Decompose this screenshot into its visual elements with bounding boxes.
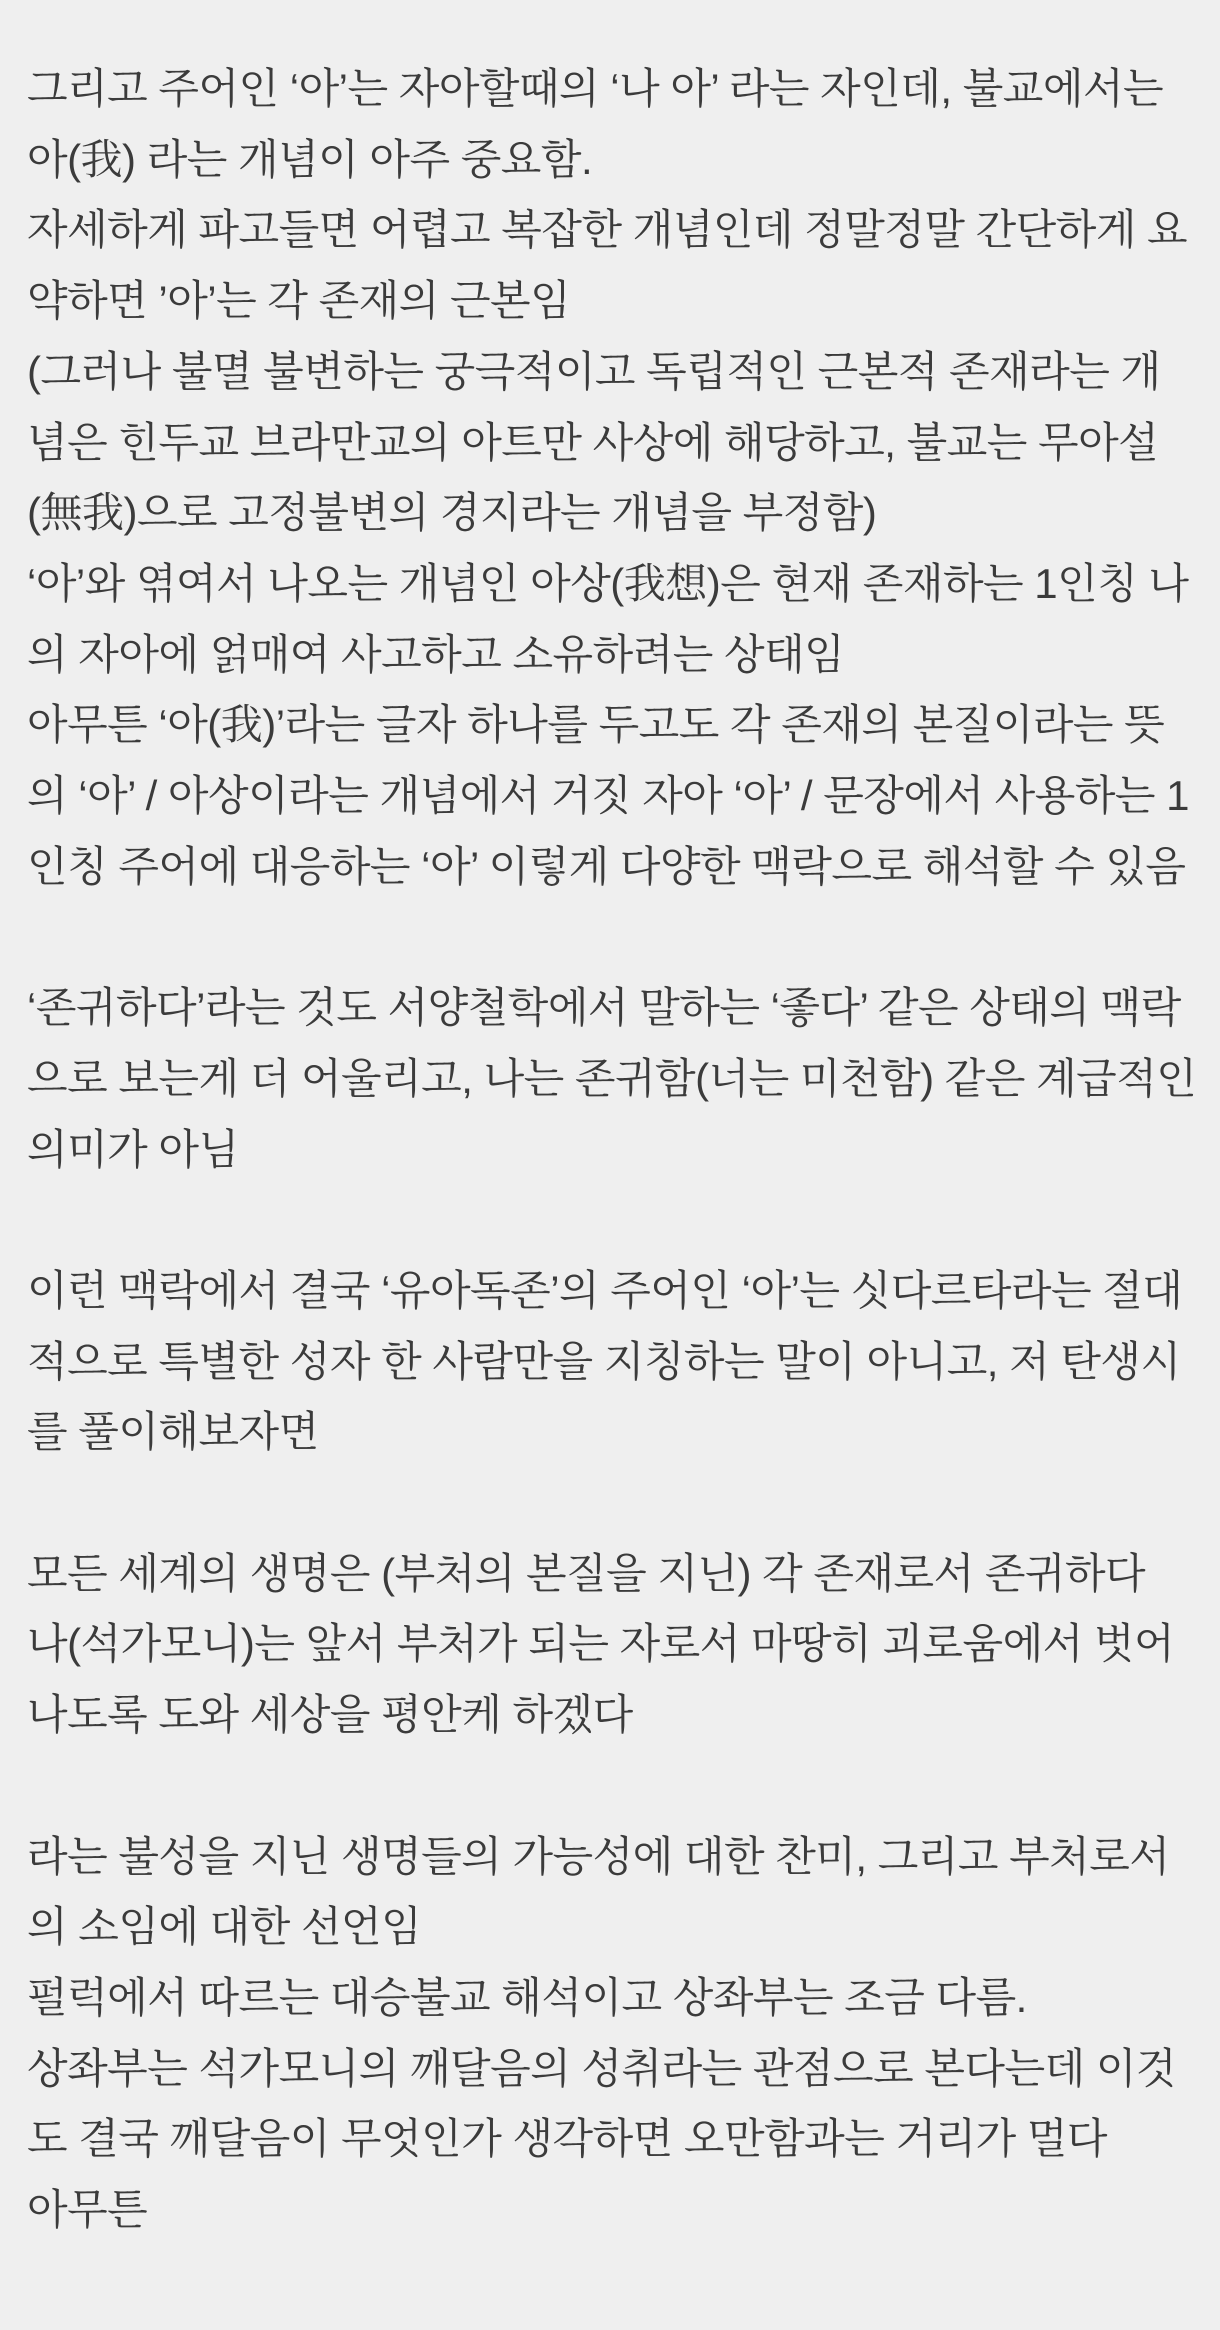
text-line: (그러나 불멸 불변하는 궁극적이고 독립적인 근본적 존재라는 개 xyxy=(27,347,1161,395)
text-line: 도 결국 깨달음이 무엇인가 생각하면 오만함과는 거리가 멀다 xyxy=(27,2115,1107,2163)
text-line: 념은 힌두교 브라만교의 아트만 사상에 해당하고, 불교는 무아설 xyxy=(27,418,1159,466)
text-line: 나도록 도와 세상을 평안케 하겠다 xyxy=(27,1691,633,1739)
text-line: 적으로 특별한 성자 한 사람만을 지칭하는 말이 아니고, 저 탄생시 xyxy=(27,1337,1181,1385)
text-line: 의미가 아님 xyxy=(27,1125,239,1173)
text-line: 이런 맥락에서 결국 ‘유아독존’의 주어인 ‘아’는 싯다르타라는 절대 xyxy=(27,1266,1183,1314)
text-line: 의 소임에 대한 선언임 xyxy=(27,1903,422,1951)
text-line xyxy=(27,1185,1194,1256)
text-line xyxy=(27,902,1194,973)
text-line: 아무튼 xyxy=(27,2186,148,2234)
text-line xyxy=(27,1468,1194,1539)
text-line: 를 풀이해보자면 xyxy=(27,1408,319,1456)
text-line: 의 ‘아’ / 아상이라는 개념에서 거짓 자아 ‘아’ / 문장에서 사용하는 1 xyxy=(27,772,1189,820)
text-line: 아무튼 ‘아(我)’라는 글자 하나를 두고도 각 존재의 본질이라는 뜻 xyxy=(27,701,1165,749)
text-line xyxy=(27,1751,1194,1822)
text-line: 펄럭에서 따르는 대승불교 해석이고 상좌부는 조금 다름. xyxy=(27,1973,1027,2021)
text-line: 자세하게 파고들면 어렵고 복잡한 개념인데 정말정말 간단하게 요 xyxy=(27,206,1188,254)
text-line: 나(석가모니)는 앞서 부처가 되는 자로서 마땅히 괴로움에서 벗어 xyxy=(27,1620,1175,1668)
text-line: 라는 불성을 지닌 생명들의 가능성에 대한 찬미, 그리고 부처로서 xyxy=(27,1832,1170,1880)
text-line: 으로 보는게 더 어울리고, 나는 존귀함(너는 미천함) 같은 계급적인 xyxy=(27,1054,1197,1102)
text-line: (無我)으로 고정불변의 경지라는 개념을 부정함) xyxy=(27,489,877,537)
text-line: 약하면 ’아’는 각 존재의 근본임 xyxy=(27,277,571,325)
text-line: 그리고 주어인 ‘아’는 자아할때의 ‘나 아’ 라는 자인데, 불교에서는 xyxy=(27,65,1164,112)
document-text xyxy=(27,54,1197,2246)
text-line: 모든 세계의 생명은 (부처의 본질을 지닌) 각 존재로서 존귀하다 xyxy=(27,1549,1146,1597)
text-line: ‘존귀하다’라는 것도 서양철학에서 말하는 ‘좋다’ 같은 상태의 맥락 xyxy=(27,984,1181,1032)
text-line: ‘아’와 엮여서 나오는 개념인 아상(我想)은 현재 존재하는 1인칭 나 xyxy=(27,559,1189,607)
text-line: 아(我) 라는 개념이 아주 중요함. xyxy=(27,135,593,183)
text-line: 인칭 주어에 대응하는 ‘아’ 이렇게 다양한 맥락으로 해석할 수 있음 xyxy=(27,842,1186,890)
text-line: 상좌부는 석가모니의 깨달음의 성취라는 관점으로 본다는데 이것 xyxy=(27,2044,1176,2092)
text-line: 의 자아에 얽매여 사고하고 소유하려는 상태임 xyxy=(27,630,845,678)
